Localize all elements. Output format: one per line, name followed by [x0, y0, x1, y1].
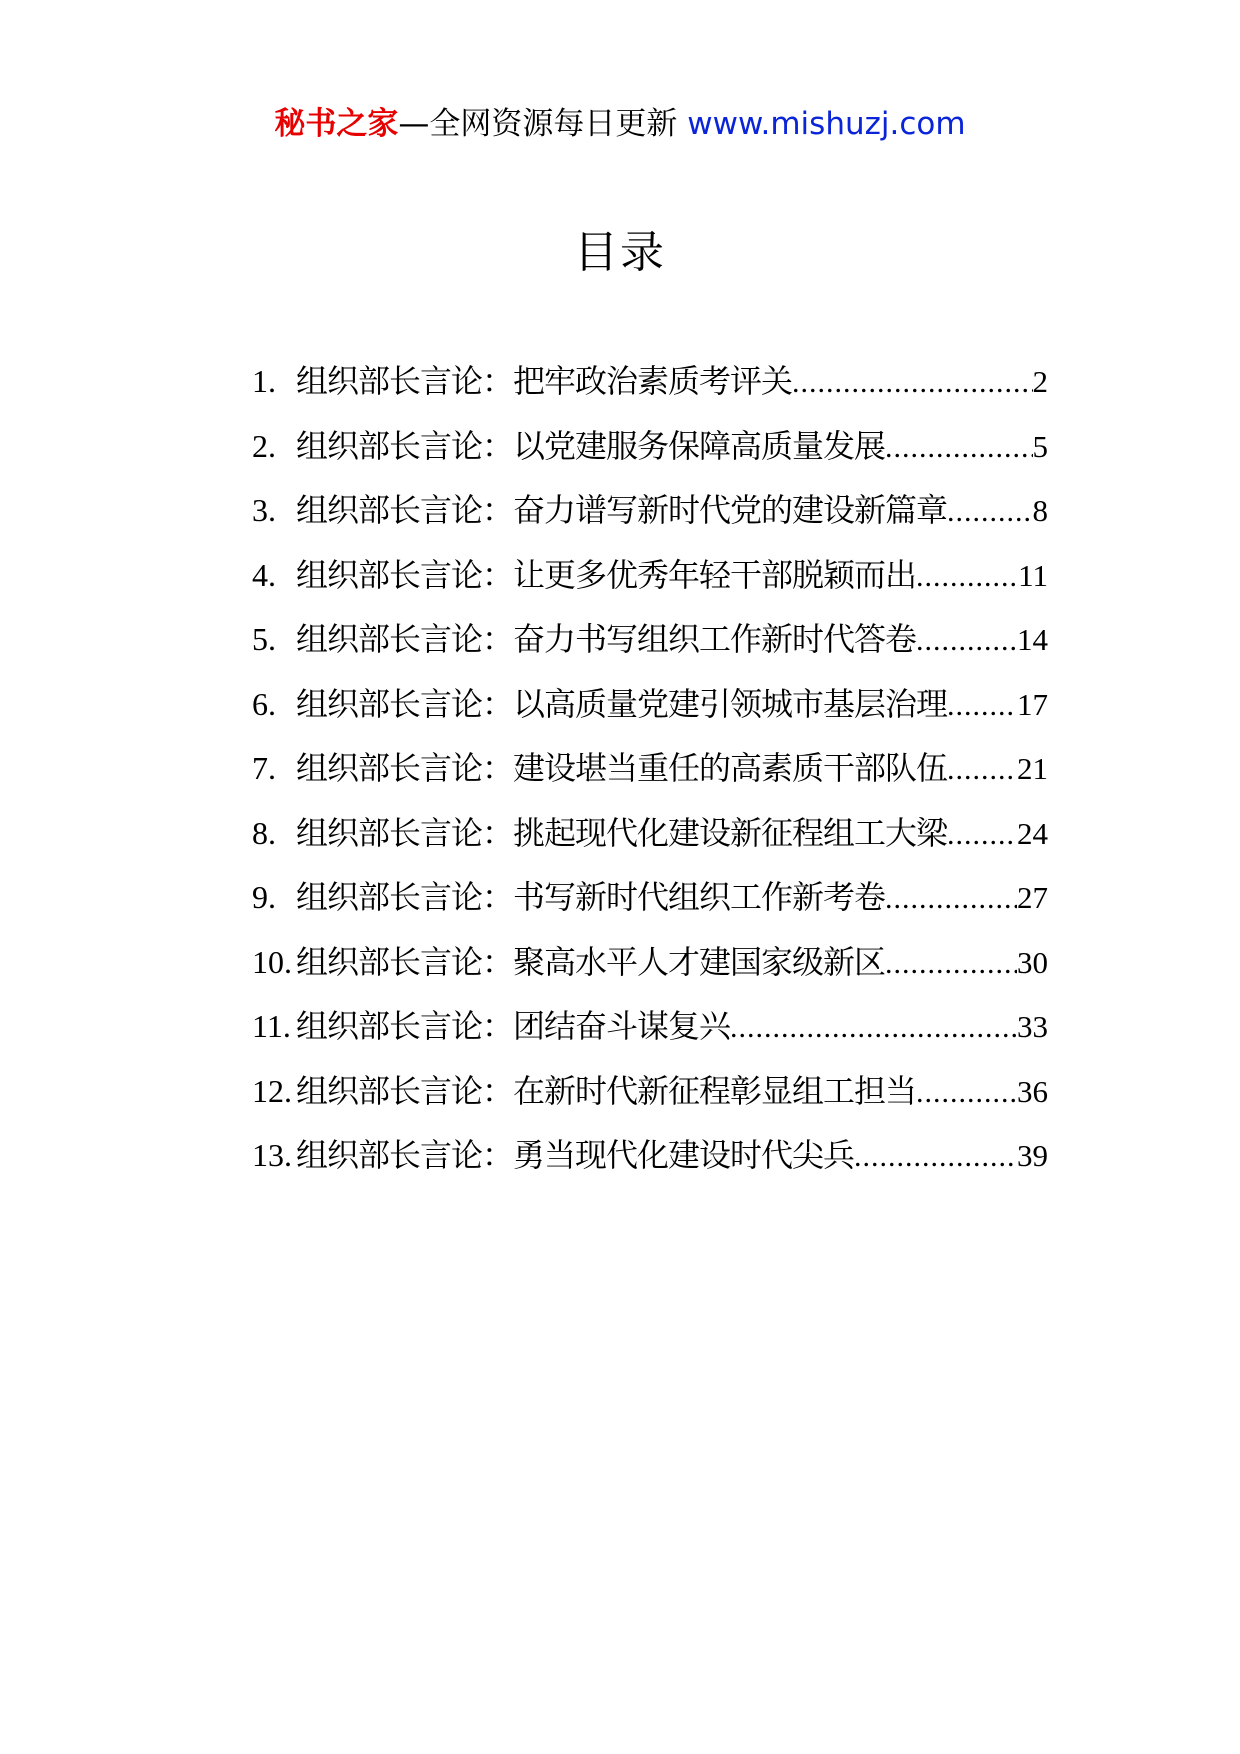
toc-entry[interactable] [252, 810, 1048, 875]
toc-entry-page: 14 [1017, 622, 1048, 657]
toc-entry[interactable] [252, 1132, 1048, 1197]
toc-entry-number: 5. [252, 621, 276, 657]
toc-entry[interactable] [252, 423, 1048, 488]
toc-dot-leader [854, 1134, 1017, 1180]
toc-entry[interactable] [252, 1003, 1048, 1068]
toc-entry-page: 8 [1032, 493, 1048, 528]
toc-entry[interactable] [252, 874, 1048, 939]
toc-entry-number: 3. [252, 492, 276, 528]
toc-entry-title: 组织部长言论：以党建服务保障高质量发展 [296, 426, 886, 465]
toc-entry-title: 组织部长言论：奋力书写组织工作新时代答卷 [296, 620, 917, 658]
toc-dot-leader [947, 489, 1032, 535]
site-url-link[interactable]: www.mishuzj.com [687, 106, 966, 142]
table-of-contents [252, 358, 1048, 1197]
toc-entry-page: 33 [1017, 1009, 1048, 1044]
toc-entry[interactable] [252, 745, 1048, 810]
toc-entry-number: 4. [252, 556, 276, 593]
toc-dot-leader [885, 876, 1017, 922]
toc-entry-title: 组织部长言论：把牢政治素质考评关 [296, 362, 793, 400]
toc-entry[interactable] [252, 487, 1048, 552]
toc-dot-leader [792, 360, 1032, 406]
site-tagline: —全网资源每日更新 [398, 106, 678, 142]
toc-entry-page: 11 [1018, 557, 1048, 593]
toc-dot-leader [730, 1005, 1017, 1051]
toc-entry-number: 2. [252, 427, 276, 464]
toc-entry-page: 27 [1017, 880, 1048, 915]
toc-entry-number: 8. [252, 814, 276, 851]
toc-entry-number: 13. [252, 1137, 292, 1173]
toc-entry-page: 21 [1017, 751, 1048, 786]
toc-entry-title: 组织部长言论：在新时代新征程彰显组工担当 [296, 1071, 917, 1110]
toc-entry-title: 组织部长言论：以高质量党建引领城市基层治理 [296, 684, 948, 723]
toc-entry-number: 6. [252, 685, 276, 722]
toc-dot-leader [947, 812, 1017, 858]
toc-entry-page: 39 [1017, 1138, 1048, 1173]
site-header [0, 100, 1240, 148]
toc-entry-number: 1. [252, 363, 276, 399]
toc-dot-leader [916, 554, 1018, 600]
toc-entry-number: 12. [252, 1072, 292, 1109]
toc-entry-title: 组织部长言论：勇当现代化建设时代尖兵 [296, 1136, 855, 1174]
brand-name: 秘书之家 [274, 106, 399, 142]
toc-entry[interactable] [252, 681, 1048, 746]
toc-entry[interactable] [252, 616, 1048, 681]
toc-entry-title: 组织部长言论：聚高水平人才建国家级新区 [296, 942, 886, 981]
toc-dot-leader [885, 425, 1032, 471]
toc-entry-number: 11. [252, 1008, 291, 1044]
toc-entry-page: 2 [1032, 364, 1048, 399]
toc-entry[interactable] [252, 358, 1048, 423]
toc-entry-number: 9. [252, 879, 276, 915]
toc-entry-title: 组织部长言论：让更多优秀年轻干部脱颖而出 [296, 555, 917, 594]
toc-dot-leader [916, 1070, 1017, 1116]
toc-entry-page: 24 [1017, 815, 1048, 851]
toc-entry-number: 10. [252, 943, 292, 980]
toc-entry-number: 7. [252, 750, 276, 786]
toc-entry[interactable] [252, 939, 1048, 1004]
toc-entry-title: 组织部长言论：挑起现代化建设新征程组工大梁 [296, 813, 948, 852]
toc-entry-title: 组织部长言论：建设堪当重任的高素质干部队伍 [296, 749, 948, 787]
toc-entry-page: 5 [1032, 428, 1048, 464]
toc-entry[interactable] [252, 552, 1048, 617]
toc-entry-title: 组织部长言论：团结奋斗谋复兴 [296, 1007, 731, 1045]
toc-entry-title: 组织部长言论：奋力谱写新时代党的建设新篇章 [296, 491, 948, 529]
toc-dot-leader [885, 941, 1017, 987]
toc-entry-page: 30 [1017, 944, 1048, 980]
toc-dot-leader [947, 747, 1017, 793]
toc-title: 目录 [574, 227, 666, 278]
toc-dot-leader [916, 618, 1017, 664]
toc-entry-page: 36 [1017, 1073, 1048, 1109]
toc-entry-page: 17 [1017, 686, 1048, 722]
toc-entry[interactable] [252, 1068, 1048, 1133]
toc-entry-title: 组织部长言论：书写新时代组织工作新考卷 [296, 878, 886, 916]
toc-dot-leader [947, 683, 1017, 729]
